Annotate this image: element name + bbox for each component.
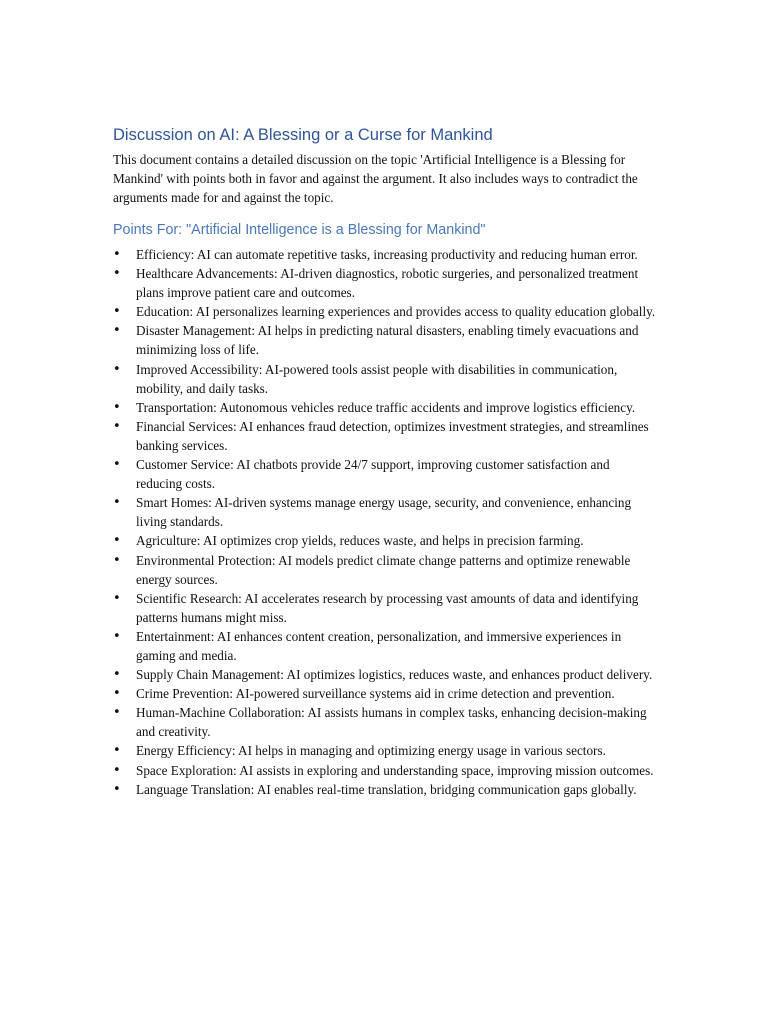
list-item-text: Disaster Management: AI helps in predicting natural disasters, enabling timely evacuations and minimizing loss of life. bbox=[136, 323, 639, 358]
list-item-text: Education: AI personalizes learning experiences and provides access to quality education globally. bbox=[136, 304, 656, 320]
list-item bbox=[113, 665, 658, 684]
list-item-text: Agriculture: AI optimizes crop yields, reduces waste, and helps in precision farming. bbox=[136, 533, 584, 549]
list-item bbox=[113, 245, 658, 264]
list-item-text: Language Translation: AI enables real-time translation, bridging communication gaps globally. bbox=[136, 781, 637, 797]
list-item-text: Healthcare Advancements: AI-driven diagnostics, robotic surgeries, and personalized treatment plans improve patient care and outcomes. bbox=[136, 266, 639, 301]
list-item-text: Entertainment: AI enhances content creation, personalization, and immersive experiences in gaming and media. bbox=[136, 628, 622, 663]
bullet-glyph: • bbox=[113, 247, 121, 262]
list-item bbox=[113, 703, 658, 741]
list-item bbox=[113, 761, 658, 780]
list-item-text: Financial Services: AI enhances fraud detection, optimizes investment strategies, and streamlines banking services. bbox=[136, 418, 649, 453]
list-item bbox=[113, 455, 658, 493]
intro-paragraph: This document contains a detailed discussion on the topic 'Artificial Intelligence is a Blessing for Mankind' with points both in favor and against the argument. It also includes ways to contradict the arguments made for and against the topic. bbox=[113, 152, 638, 205]
section-heading-points-for: Points For: "Artificial Intelligence is a Blessing for Mankind" bbox=[113, 222, 486, 238]
bullet-glyph: • bbox=[113, 495, 121, 511]
list-item-text: Crime Prevention: AI-powered surveillance systems aid in crime detection and prevention. bbox=[136, 686, 615, 702]
list-item bbox=[113, 589, 658, 627]
list-item bbox=[113, 684, 658, 703]
list-item-text: Human-Machine Collaboration: AI assists humans in complex tasks, enhancing decision-making and creativity. bbox=[136, 705, 647, 740]
list-item bbox=[113, 493, 658, 531]
bullet-glyph: • bbox=[113, 457, 121, 473]
list-item-text: Space Exploration: AI assists in exploring and understanding space, improving mission outcomes. bbox=[136, 762, 654, 778]
bullet-glyph: • bbox=[113, 686, 121, 702]
bullet-glyph: • bbox=[113, 399, 121, 415]
list-item bbox=[113, 321, 658, 359]
list-item bbox=[113, 780, 658, 799]
list-item bbox=[113, 741, 658, 760]
list-item-text: Energy Efficiency: AI helps in managing and optimizing energy usage in various sectors. bbox=[136, 743, 606, 759]
list-item-text: Smart Homes: AI-driven systems manage energy usage, security, and convenience, enhancing living standards. bbox=[136, 495, 632, 530]
bullet-glyph: • bbox=[113, 667, 121, 683]
list-item-text: Supply Chain Management: AI optimizes logistics, reduces waste, and enhances product delivery. bbox=[136, 667, 653, 683]
bullet-glyph: • bbox=[113, 628, 121, 644]
list-item bbox=[113, 302, 658, 321]
bullet-glyph: • bbox=[113, 743, 121, 759]
document-body bbox=[113, 124, 658, 799]
list-item bbox=[113, 398, 658, 417]
document-title: Discussion on AI: A Blessing or a Curse for Mankind bbox=[113, 126, 493, 144]
list-item-text: Efficiency: AI can automate repetitive tasks, increasing productivity and reducing human error. bbox=[136, 247, 638, 262]
bullet-glyph: • bbox=[113, 418, 121, 434]
bullet-glyph: • bbox=[113, 590, 121, 606]
list-item bbox=[113, 551, 658, 589]
bullet-glyph: • bbox=[113, 762, 121, 778]
bullet-glyph: • bbox=[113, 552, 121, 568]
bullet-glyph: • bbox=[113, 781, 121, 797]
list-item bbox=[113, 360, 658, 398]
points-for-list bbox=[113, 245, 658, 799]
list-item-text: Environmental Protection: AI models predict climate change patterns and optimize renewable energy sources. bbox=[136, 552, 631, 587]
list-item bbox=[113, 531, 658, 550]
bullet-glyph: • bbox=[113, 304, 121, 320]
list-item bbox=[113, 417, 658, 455]
list-item bbox=[113, 264, 658, 302]
list-item-text: Customer Service: AI chatbots provide 24/7 support, improving customer satisfaction and reducing costs. bbox=[136, 457, 610, 492]
bullet-glyph: • bbox=[113, 266, 121, 282]
list-item-text: Improved Accessibility: AI-powered tools assist people with disabilities in communication, mobility, and daily tasks. bbox=[136, 361, 618, 396]
bullet-glyph: • bbox=[113, 533, 121, 549]
bullet-glyph: • bbox=[113, 361, 121, 377]
bullet-glyph: • bbox=[113, 705, 121, 721]
list-item-text: Scientific Research: AI accelerates research by processing vast amounts of data and identifying patterns humans might miss. bbox=[136, 590, 639, 625]
bullet-glyph: • bbox=[113, 323, 121, 339]
list-item bbox=[113, 627, 658, 665]
list-item-text: Transportation: Autonomous vehicles reduce traffic accidents and improve logistics efficiency. bbox=[136, 399, 636, 415]
